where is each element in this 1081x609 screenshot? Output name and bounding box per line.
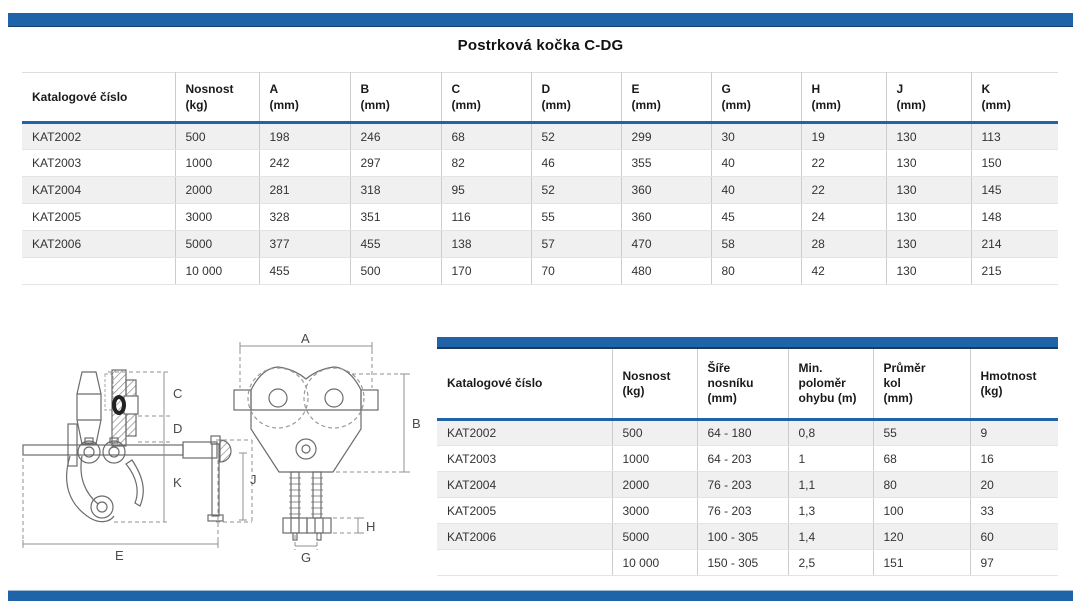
- dimensions-table-header-line: J: [896, 82, 904, 96]
- dimensions-table-cell: 40: [711, 150, 801, 177]
- dimensions-table-cell: 145: [971, 177, 1058, 204]
- dimensions-table-cell: 318: [350, 177, 441, 204]
- dimensions-table-cell: 360: [621, 177, 711, 204]
- dim-label-h: H: [366, 519, 376, 534]
- dimensions-table-cell: 2000: [175, 177, 259, 204]
- dimensions-table-cell: 42: [801, 258, 886, 285]
- dimensions-table-cell: 130: [886, 150, 971, 177]
- spec-table-header-line: Hmotnost: [980, 368, 1037, 383]
- dimensions-table-cell: 130: [886, 204, 971, 231]
- spec-table-cell: 100 - 305: [697, 524, 788, 550]
- spec-table-header-cell: [873, 349, 970, 420]
- dimensions-table-cell: 500: [350, 258, 441, 285]
- dimensions-table-header-line: (mm): [631, 98, 661, 112]
- spec-table-row: [437, 524, 1058, 550]
- spec-table-cell: 100: [873, 498, 970, 524]
- spec-table-cell: 97: [970, 550, 1058, 576]
- front-view-dimensions: [240, 342, 410, 550]
- spec-table-cell: 2000: [612, 472, 697, 498]
- dim-label-a: A: [301, 332, 310, 346]
- spec-table-cell: 1000: [612, 446, 697, 472]
- spec-table-cell: 20: [970, 472, 1058, 498]
- dimensions-table-cell: 130: [886, 177, 971, 204]
- spec-table-header-line: Min.: [798, 361, 823, 375]
- dimensions-table-cell: 215: [971, 258, 1058, 285]
- dimensions-table-cell: 10 000: [175, 258, 259, 285]
- dimensions-table-header-line: (mm): [811, 98, 841, 112]
- dimensions-table-cell: KAT2005: [22, 204, 175, 231]
- dimensions-table-cell: 351: [350, 204, 441, 231]
- dimensions-table-header-cell: [886, 73, 971, 123]
- spec-table-cell: 151: [873, 550, 970, 576]
- dimensions-table-cell: KAT2002: [22, 123, 175, 150]
- dim-label-c: C: [173, 386, 183, 401]
- front-view: [234, 367, 378, 540]
- spec-table-header-line: (mm): [707, 391, 737, 405]
- spec-table-header-line: Katalogové číslo: [447, 376, 543, 390]
- spec-table-cell: 1,1: [788, 472, 873, 498]
- dimensions-table-header-line: G: [721, 82, 731, 96]
- dimensions-table-cell: 95: [441, 177, 531, 204]
- spec-table-header-cell: [437, 349, 612, 420]
- spec-table-header-line: (mm): [883, 391, 913, 405]
- dimensions-table-cell: 198: [259, 123, 350, 150]
- dimensions-table-row: [22, 123, 1058, 150]
- dimensions-table-cell: 55: [531, 204, 621, 231]
- dimensions-table-cell: 24: [801, 204, 886, 231]
- side-view: [23, 370, 231, 522]
- dimensions-table-header-cell: [350, 73, 441, 123]
- dimensions-table-cell: 299: [621, 123, 711, 150]
- dimensions-table-cell: KAT2006: [22, 231, 175, 258]
- dimensions-table-cell: 130: [886, 258, 971, 285]
- spec-table-header-cell: [788, 349, 873, 420]
- dimensions-table-cell: [22, 258, 175, 285]
- dimensions-table-cell: 30: [711, 123, 801, 150]
- dim-label-j: J: [250, 472, 257, 487]
- spec-table-cell: 120: [873, 524, 970, 550]
- spec-table-cell: 64 - 180: [697, 420, 788, 446]
- dimensions-table-cell: 138: [441, 231, 531, 258]
- dimensions-table-cell: 297: [350, 150, 441, 177]
- spec-table-header-line: (kg): [980, 383, 1003, 398]
- dimensions-table-header-line: Katalogové číslo: [32, 90, 128, 104]
- technical-drawing: [12, 332, 442, 590]
- spec-table-cell: 80: [873, 472, 970, 498]
- dimensions-table-cell: 360: [621, 204, 711, 231]
- dimensions-table-cell: 58: [711, 231, 801, 258]
- dimensions-table-header-line: (mm): [360, 98, 390, 112]
- dimensions-table-header-line: (mm): [981, 98, 1011, 112]
- spec-table-header-line: Nosnost: [622, 368, 671, 383]
- dimensions-table-header-line: (mm): [896, 98, 926, 112]
- dimensions-table-cell: 52: [531, 177, 621, 204]
- dimensions-table-cell: 130: [886, 123, 971, 150]
- bottom-accent-bar: [8, 590, 1073, 601]
- spec-table-row: [437, 420, 1058, 446]
- dimensions-table-cell: 68: [441, 123, 531, 150]
- spec-table-cell: 10 000: [612, 550, 697, 576]
- dimensions-table-header-line: Nosnost: [185, 82, 234, 96]
- dimensions-table-cell: 70: [531, 258, 621, 285]
- dimensions-table-header-cell: [441, 73, 531, 123]
- dimensions-table-cell: 148: [971, 204, 1058, 231]
- trolley-drawing-svg: [12, 332, 442, 590]
- spec-table: [437, 337, 1058, 576]
- dimensions-table-header-line: A: [269, 82, 279, 96]
- spec-table-cell: KAT2005: [437, 498, 612, 524]
- dimensions-table-header-line: (mm): [451, 98, 481, 112]
- dimensions-table-cell: 28: [801, 231, 886, 258]
- spec-table: [437, 349, 1058, 576]
- spec-table-header-line: nosníku: [707, 376, 754, 390]
- dimensions-table-header-line: (mm): [721, 98, 751, 112]
- spec-table-cell: 76 - 203: [697, 498, 788, 524]
- dimensions-table-header-line: E: [631, 82, 640, 96]
- dimensions-table-header-cell: [175, 73, 259, 123]
- dimensions-table-header-cell: [621, 73, 711, 123]
- dimensions-table-header-cell: [971, 73, 1058, 123]
- spec-table-cell: 3000: [612, 498, 697, 524]
- dimensions-table-cell: 45: [711, 204, 801, 231]
- dimensions-table-header-line: (mm): [269, 98, 299, 112]
- dim-label-b: B: [412, 416, 421, 431]
- dimensions-table-cell: 19: [801, 123, 886, 150]
- dimensions-table-cell: 355: [621, 150, 711, 177]
- dimensions-table-row: [22, 177, 1058, 204]
- dimensions-table-cell: 377: [259, 231, 350, 258]
- dimensions-table-header-line: (kg): [185, 98, 208, 112]
- dimensions-table-cell: 328: [259, 204, 350, 231]
- dim-label-g: G: [301, 550, 312, 565]
- dim-label-e: E: [115, 548, 124, 563]
- dimensions-table-cell: KAT2004: [22, 177, 175, 204]
- dimensions-table-cell: 150: [971, 150, 1058, 177]
- dimensions-table-cell: 130: [886, 231, 971, 258]
- dimensions-table-cell: 1000: [175, 150, 259, 177]
- dimensions-table-cell: 281: [259, 177, 350, 204]
- spec-table-cell: KAT2006: [437, 524, 612, 550]
- dimensions-table-cell: 455: [350, 231, 441, 258]
- spec-table-row: [437, 498, 1058, 524]
- dimensions-table-cell: 170: [441, 258, 531, 285]
- dimensions-table-header-line: B: [360, 82, 370, 96]
- spec-table-header-line: ohybu (m): [798, 391, 857, 405]
- spec-table-row: [437, 446, 1058, 472]
- dimensions-table-header-cell: [711, 73, 801, 123]
- spec-table-header-cell: [970, 349, 1058, 420]
- dimensions-table-header-row: [22, 73, 1058, 123]
- spec-table-cell: 64 - 203: [697, 446, 788, 472]
- dimensions-table-header-line: (mm): [541, 98, 571, 112]
- spec-table-cell: 0,8: [788, 420, 873, 446]
- spec-table-cell: 33: [970, 498, 1058, 524]
- spec-table-header-line: Průměr: [883, 361, 926, 375]
- dimensions-table-row: [22, 150, 1058, 177]
- dimensions-table-cell: 246: [350, 123, 441, 150]
- spec-table-cell: 500: [612, 420, 697, 446]
- dimensions-table-cell: 80: [711, 258, 801, 285]
- spec-table-row: [437, 472, 1058, 498]
- spec-table-cell: 55: [873, 420, 970, 446]
- spec-table-header-cell: [697, 349, 788, 420]
- spec-table-cell: 60: [970, 524, 1058, 550]
- dimensions-table-header-cell: [22, 73, 175, 123]
- top-accent-bar: [8, 13, 1073, 27]
- spec-table-cell: 150 - 305: [697, 550, 788, 576]
- dimensions-table-cell: 500: [175, 123, 259, 150]
- page-title: Postrková kočka C-DG: [457, 37, 624, 54]
- dim-label-k: K: [173, 475, 182, 490]
- dimensions-table-cell: 455: [259, 258, 350, 285]
- dimensions-table-header-line: D: [541, 82, 551, 96]
- spec-table-header-line: Šíře: [707, 361, 731, 375]
- spec-table-cell: 9: [970, 420, 1058, 446]
- dimensions-table-cell: 46: [531, 150, 621, 177]
- dimensions-table-header-cell: [531, 73, 621, 123]
- dimensions-table-cell: 470: [621, 231, 711, 258]
- dimensions-table-cell: 3000: [175, 204, 259, 231]
- dimensions-table-cell: 5000: [175, 231, 259, 258]
- spec-table-cell: 16: [970, 446, 1058, 472]
- dimensions-table-header-line: C: [451, 82, 461, 96]
- spec-table-cell: KAT2002: [437, 420, 612, 446]
- dimensions-table-cell: 40: [711, 177, 801, 204]
- dimensions-table: [22, 72, 1058, 285]
- dimensions-table-header-line: K: [981, 82, 991, 96]
- spec-table-header-cell: [612, 349, 697, 420]
- spec-table-cell: [437, 550, 612, 576]
- dimensions-table-header-cell: [801, 73, 886, 123]
- spec-table-cell: 1,3: [788, 498, 873, 524]
- dim-label-d: D: [173, 421, 183, 436]
- dimensions-table-cell: 57: [531, 231, 621, 258]
- dimensions-table-cell: 82: [441, 150, 531, 177]
- dimensions-table-header-line: H: [811, 82, 821, 96]
- spec-table-header-line: kol: [883, 376, 901, 390]
- dimensions-table-cell: 214: [971, 231, 1058, 258]
- dimensions-table-cell: 22: [801, 150, 886, 177]
- spec-table-cell: 1: [788, 446, 873, 472]
- spec-table-header-line: (kg): [622, 383, 645, 398]
- spec-table-header-line: poloměr: [798, 376, 846, 390]
- spec-table-row: [437, 550, 1058, 576]
- dimensions-table-cell: 116: [441, 204, 531, 231]
- spec-table-cell: KAT2004: [437, 472, 612, 498]
- dimensions-table-cell: 480: [621, 258, 711, 285]
- dimensions-table: [22, 72, 1058, 285]
- dimensions-table-cell: 242: [259, 150, 350, 177]
- dimensions-table-cell: 22: [801, 177, 886, 204]
- spec-table-header-row: [437, 349, 1058, 420]
- dimensions-table-cell: KAT2003: [22, 150, 175, 177]
- spec-table-cell: 5000: [612, 524, 697, 550]
- spec-table-cell: 1,4: [788, 524, 873, 550]
- spec-table-cell: 2,5: [788, 550, 873, 576]
- dimensions-table-row: [22, 204, 1058, 231]
- spec-table-cell: KAT2003: [437, 446, 612, 472]
- dimensions-table-row: [22, 231, 1058, 258]
- spec-table-cell: 76 - 203: [697, 472, 788, 498]
- spec-table-top-band: [437, 337, 1058, 349]
- dimensions-table-cell: 52: [531, 123, 621, 150]
- dimensions-table-header-cell: [259, 73, 350, 123]
- dimensions-table-row: [22, 258, 1058, 285]
- dimensions-table-cell: 113: [971, 123, 1058, 150]
- spec-table-cell: 68: [873, 446, 970, 472]
